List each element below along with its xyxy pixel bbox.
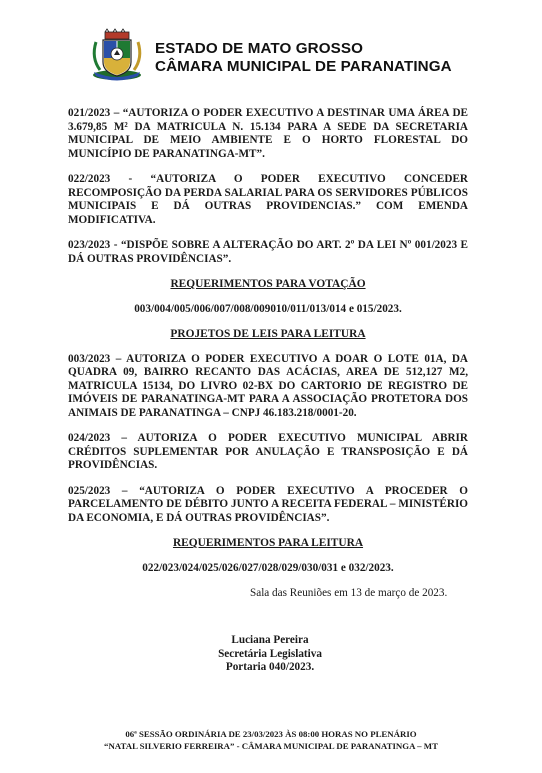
document-body xyxy=(68,107,468,587)
organization-name xyxy=(155,40,452,76)
signature-block xyxy=(170,634,370,675)
signatory-name: Luciana Pereira xyxy=(231,634,309,646)
section-title-requerimentos-leitura: REQUERIMENTOS PARA LEITURA xyxy=(172,537,364,549)
document-footer xyxy=(40,728,502,752)
municipal-crest-icon xyxy=(88,28,146,82)
agenda-item: 003/2023 – AUTORIZA O PODER EXECUTIVO A DOAR O LOTE 01A, DA QUADRA 09, BAIRRO RECANTO DAS ACÁCIAS, AREA DE 512,127 M2, MATRICULA 15134, DO LIVRO 02-BX DO CARTORIO DE REGISTRO DE IMÓVEIS DE PARANATINGA-MT PARA A ASSOCIAÇÃO PROTETORA DOS ANIMAIS DE PARANATINGA – CNPJ 46.183.218/0001-20. xyxy=(68,352,468,419)
agenda-item: 024/2023 – AUTORIZA O PODER EXECUTIVO MUNICIPAL ABRIR CRÉDITOS SUPLEMENTAR POR ANULAÇÃO E TRANSPOSIÇÃO E DÁ PROVIDÊNCIAS. xyxy=(68,432,468,471)
signatory-portaria: Portaria 040/2023. xyxy=(225,661,315,673)
agenda-item: 023/2023 - “DISPÕE SOBRE A ALTERAÇÃO DO ART. 2º DA LEI Nº 001/2023 E DÁ OUTRAS PROVIDÊNCIAS”. xyxy=(68,239,468,265)
document-header xyxy=(88,28,468,84)
agenda-item: 021/2023 – “AUTORIZA O PODER EXECUTIVO A DESTINAR UMA ÁREA DE 3.679,85 M² DA MATRICULA N. 15.134 PARA A SEDE DA SECRETARIA MUNICIPAL DE MEIO AMBIENTE E O HORTO FLORESTAL DO MUNICÍPIO DE PARANATINGA-MT”. xyxy=(68,107,468,160)
footer-plenary-line: “NATAL SILVERIO FERREIRA” - CÂMARA MUNICIPAL DE PARANATINGA – MT xyxy=(104,741,438,751)
state-name: ESTADO DE MATO GROSSO xyxy=(155,40,363,57)
section-title-projetos-leitura: PROJETOS DE LEIS PARA LEITURA xyxy=(170,328,366,340)
agenda-item: 022/2023 - “AUTORIZA O PODER EXECUTIVO CONCEDER RECOMPOSIÇÃO DA PERDA SALARIAL PARA OS SERVIDORES PÚBLICOS MUNICIPAIS E DÁ OUTRAS PROVIDENCIAS.” COM EMENDA MODIFICATIVA. xyxy=(68,173,468,226)
chamber-name: CÂMARA MUNICIPAL DE PARANATINGA xyxy=(155,58,452,75)
requerimentos-votacao-numbers: 003/004/005/006/007/008/009010/011/013/014 e 015/2023. xyxy=(134,302,402,315)
signatory-role: Secretária Legislativa xyxy=(218,647,322,660)
footer-session-line: 06ª SESSÃO ORDINÁRIA DE 23/03/2023 ÀS 08:00 HORAS NO PLENÁRIO xyxy=(125,729,417,739)
agenda-item: 025/2023 – “AUTORIZA O PODER EXECUTIVO A PROCEDER O PARCELAMENTO DE DÉBITO JUNTO A RECEITA FEDERAL – MINISTÉRIO DA ECONOMIA, E DÁ OUTRAS PROVIDÊNCIAS”. xyxy=(68,484,468,524)
requerimentos-leitura-numbers: 022/023/024/025/026/027/028/029/030/031 e 032/2023. xyxy=(142,561,394,574)
section-title-requerimentos-votacao: REQUERIMENTOS PARA VOTAÇÃO xyxy=(170,278,366,290)
date-line: Sala das Reuniões em 13 de março de 2023. xyxy=(250,587,448,599)
